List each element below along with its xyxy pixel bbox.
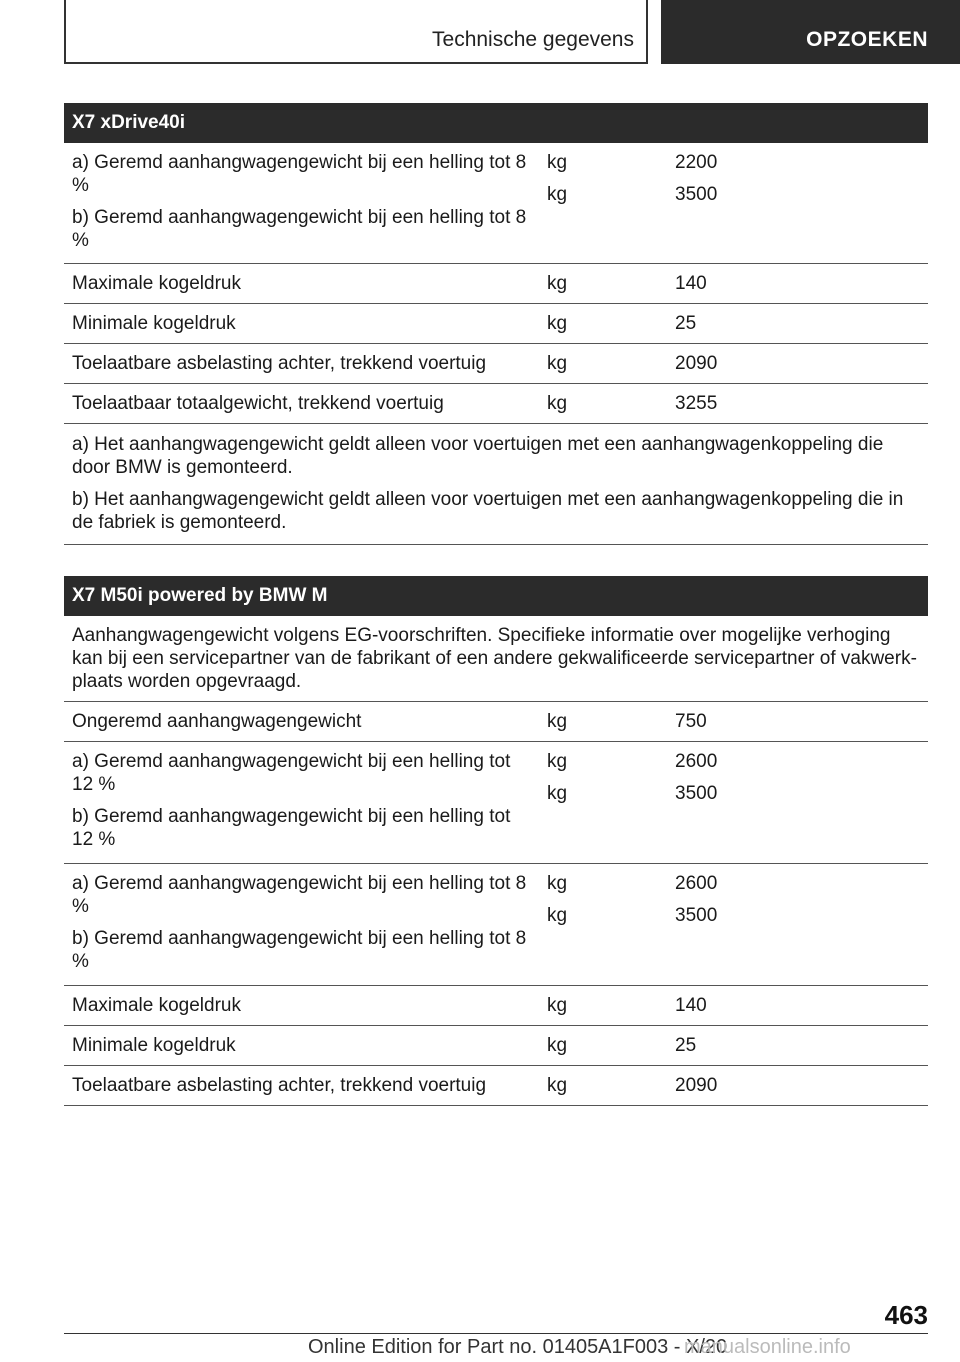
row-value: 3500 (675, 184, 718, 205)
row-value: 25 (675, 1035, 697, 1056)
row-label: Ongeremd aanhangwagengewicht (72, 711, 362, 732)
row-value: 2600 (675, 751, 718, 772)
edition-text: Online Edition for Part no. 01405A1F003 - X/20 (308, 1336, 728, 1358)
row-label: Minimale kogeldruk (72, 1035, 236, 1056)
row-value: 750 (675, 711, 707, 732)
table-x7-m50i (64, 576, 928, 1106)
row-label: a) Geremd aanhangwagengewicht bij een helling tot 8 % (72, 152, 527, 196)
table-heading: X7 xDrive40i (64, 103, 928, 143)
table-row (64, 344, 928, 384)
row-label: Toelaatbare asbelasting achter, trekkend voertuig (72, 1075, 487, 1096)
row-label: Toelaatbaar totaalgewicht, trekkend voertuig (72, 393, 444, 414)
row-value: 3255 (675, 393, 718, 414)
table-row (64, 264, 928, 304)
row-value: 3500 (675, 783, 718, 804)
row-unit: kg (547, 1035, 568, 1056)
row-label: a) Geremd aanhangwagengewicht bij een helling tot 12 % (72, 751, 511, 795)
footnote-b: b) Het aanhangwagengewicht geldt alleen voor voertuigen met een aanhangwagenkoppeling die in de fabriek is gemonteerd. (72, 489, 904, 533)
footer-divider (64, 1333, 928, 1334)
header-section-tab (64, 0, 648, 64)
row-label: Maximale kogeldruk (72, 995, 241, 1016)
row-unit: kg (547, 393, 568, 414)
table-intro (64, 616, 928, 702)
table-row (64, 143, 928, 264)
row-unit: kg (547, 184, 568, 205)
row-label: b) Geremd aanhangwagengewicht bij een helling tot 8 % (72, 207, 527, 251)
row-unit: kg (547, 873, 568, 894)
table-row (64, 1066, 928, 1106)
row-value: 3500 (675, 905, 718, 926)
row-unit: kg (547, 353, 568, 374)
row-value: 2200 (675, 152, 718, 173)
opzoeken-label[interactable]: OPZOEKEN (806, 28, 928, 51)
row-label: Maximale kogeldruk (72, 273, 241, 294)
row-unit: kg (547, 152, 568, 173)
row-label: b) Geremd aanhangwagengewicht bij een helling tot 8 % (72, 928, 527, 972)
row-label: b) Geremd aanhangwagengewicht bij een helling tot 12 % (72, 806, 511, 850)
row-unit: kg (547, 313, 568, 334)
table-row (64, 304, 928, 344)
row-unit: kg (547, 995, 568, 1016)
page-number: 463 (884, 1300, 928, 1330)
footnote-a: a) Het aanhangwagengewicht geldt alleen voor voertuigen met een aanhangwagenkoppeling die door BMW is gemonteerd. (72, 434, 884, 478)
row-value: 140 (675, 273, 707, 294)
intro-text: Aanhangwagengewicht volgens EG-voorschriften. Specifieke informatie over mogelijke verhoging kan bij een servicepartner van de fabrikant of een andere gekwalificeerde servicepartner of vakwerkplaats worden opgevraagd. (72, 625, 917, 692)
row-label: Minimale kogeldruk (72, 313, 236, 334)
table-heading: X7 M50i powered by BMW M (64, 576, 928, 616)
row-unit: kg (547, 1075, 568, 1096)
row-value: 2600 (675, 873, 718, 894)
row-unit: kg (547, 905, 568, 926)
table-row (64, 864, 928, 986)
opzoeken-tab[interactable] (661, 0, 960, 64)
row-unit: kg (547, 783, 568, 804)
row-unit: kg (547, 273, 568, 294)
row-value: 140 (675, 995, 707, 1016)
table-row (64, 384, 928, 424)
row-label: Toelaatbare asbelasting achter, trekkend voertuig (72, 353, 487, 374)
row-unit: kg (547, 711, 568, 732)
table-x7-xdrive40i (64, 103, 928, 545)
row-unit: kg (547, 751, 568, 772)
table-row (64, 742, 928, 864)
row-value: 2090 (675, 353, 718, 374)
table-row (64, 986, 928, 1026)
table-row (64, 1026, 928, 1066)
watermark: manualsonline.info (684, 1336, 851, 1358)
table-notes (64, 424, 928, 545)
row-value: 2090 (675, 1075, 718, 1096)
table-row (64, 702, 928, 742)
section-title: Technische gegevens (432, 28, 634, 51)
row-value: 25 (675, 313, 697, 334)
row-label: a) Geremd aanhangwagengewicht bij een helling tot 8 % (72, 873, 527, 917)
